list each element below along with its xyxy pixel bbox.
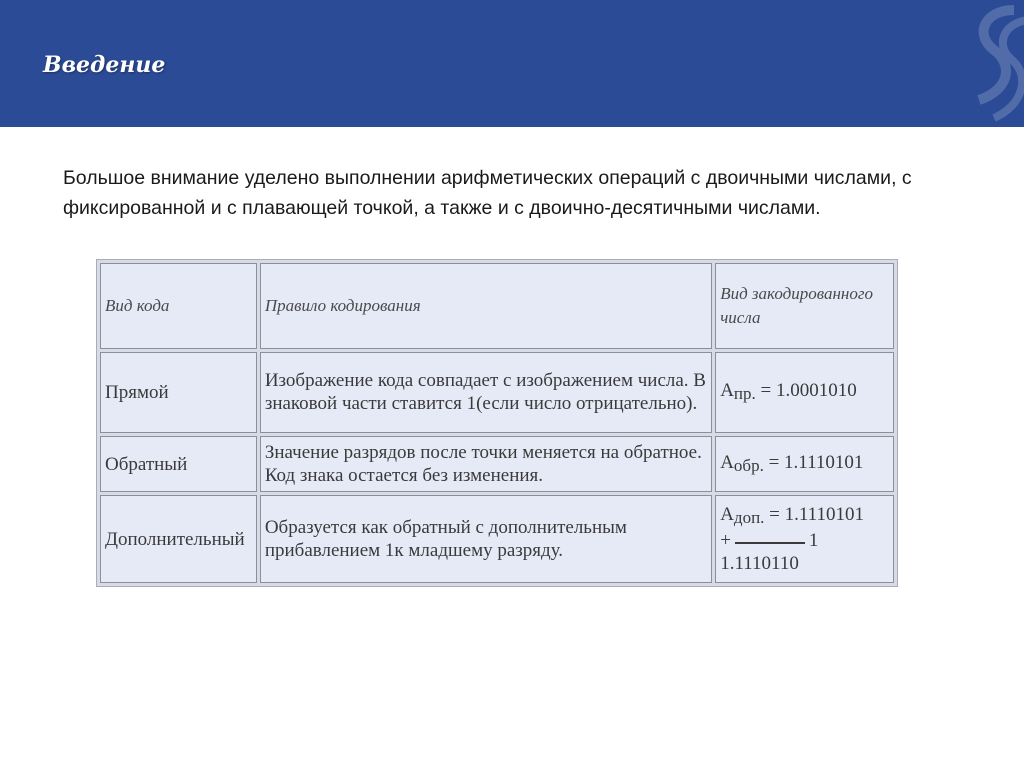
slide-title: Введение	[43, 52, 166, 78]
var-subscript: пр.	[733, 384, 756, 404]
code-type-cell: Прямой	[100, 352, 257, 434]
encoded-value: = 1.1110101	[769, 504, 864, 526]
var-label: A	[720, 504, 734, 526]
encoded-value: = 1.1110101	[768, 452, 864, 474]
rule-cell: Образуется как обратный с дополнительным прибавлением 1к младшему разряду.	[260, 495, 712, 583]
var-subscript: обр.	[733, 456, 764, 476]
header-code-type: Вид кода	[100, 263, 257, 349]
table-row	[100, 352, 894, 434]
encoded-cell	[715, 352, 894, 434]
var-subscript: доп.	[733, 508, 765, 528]
encoded-cell	[715, 495, 894, 583]
addition-underline	[735, 540, 805, 544]
encoded-cell	[715, 436, 894, 492]
var-label: A	[720, 380, 734, 402]
header-bar	[0, 0, 1024, 127]
code-type-cell: Дополнительный	[100, 495, 257, 583]
rule-cell: Значение разрядов после точки меняется на обратное. Код знака остается без изменения.	[260, 436, 712, 492]
logo-watermark-icon	[954, 0, 1024, 127]
table-header-row	[100, 263, 894, 349]
encoded-value: = 1.0001010	[760, 380, 857, 402]
table-row	[100, 436, 894, 492]
header-encoded: Вид закодированного числа	[715, 263, 894, 349]
code-table	[96, 259, 898, 587]
table-row	[100, 495, 894, 583]
result-value: 1.1110110	[720, 553, 799, 575]
rule-cell: Изображение кода совпадает с изображением числа. В знаковой части ставится 1(если число отрицательно).	[260, 352, 712, 434]
header-rule: Правило кодирования	[260, 263, 712, 349]
var-label: A	[720, 452, 734, 474]
intro-paragraph: Большое внимание уделено выполнении арифметических операций с двоичными числами, с фиксированной и с плавающей точкой, а также и с двоично-десятичными числами.	[63, 167, 912, 219]
code-type-cell: Обратный	[100, 436, 257, 492]
plus-sign: +	[720, 530, 731, 552]
addend-value: 1	[808, 530, 819, 552]
